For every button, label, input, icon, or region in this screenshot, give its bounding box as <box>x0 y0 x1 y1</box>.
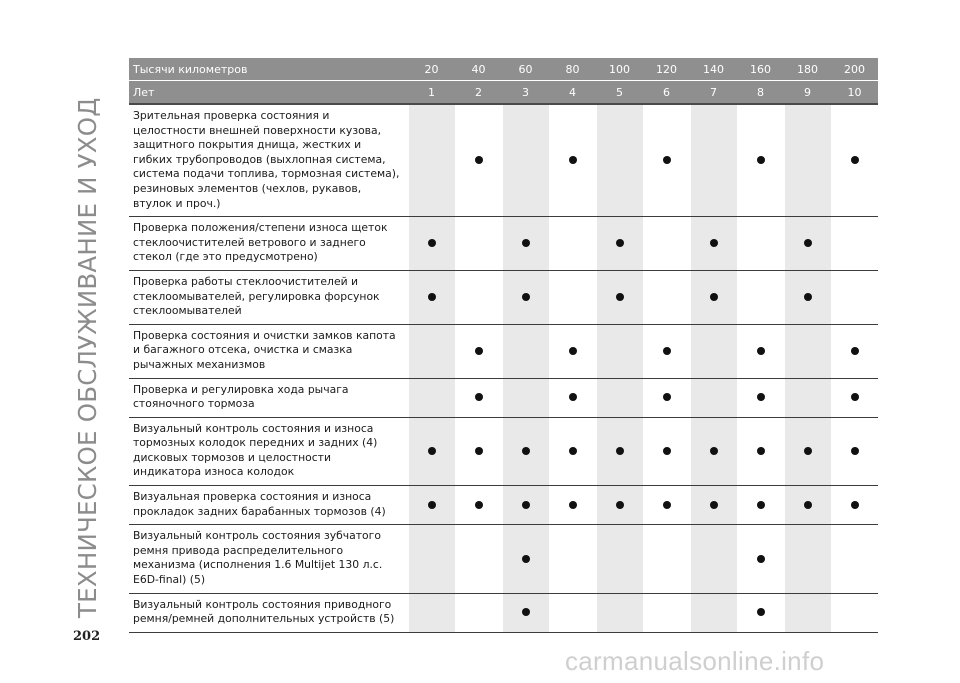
check-dot-icon <box>475 447 483 455</box>
schedule-row-description: Визуальный контроль состояния и износа тормозных колодок передних и задних (4) дисковых тормозов и целостности индикатора износа колодок <box>129 417 408 485</box>
schedule-cell <box>737 324 784 378</box>
header-year-cell: 8 <box>737 81 784 105</box>
schedule-row-description: Проверка и регулировка хода рычага стояночного тормоза <box>129 378 408 417</box>
schedule-cell <box>502 525 549 593</box>
check-dot-icon <box>757 501 765 509</box>
schedule-cell <box>455 324 502 378</box>
check-dot-icon <box>851 447 859 455</box>
schedule-cell <box>455 104 502 217</box>
check-dot-icon <box>663 393 671 401</box>
schedule-cell <box>408 217 455 271</box>
schedule-cell <box>784 417 831 485</box>
schedule-cell <box>737 378 784 417</box>
schedule-row-description: Визуальная проверка состояния и износа прокладок задних барабанных тормозов (4) <box>129 486 408 525</box>
schedule-cell <box>455 486 502 525</box>
schedule-cell <box>455 593 502 632</box>
schedule-row <box>129 217 878 271</box>
schedule-cell <box>784 324 831 378</box>
schedule-cell <box>643 525 690 593</box>
check-dot-icon <box>569 501 577 509</box>
schedule-cell <box>549 525 596 593</box>
schedule-cell <box>408 270 455 324</box>
header-year-cell: 10 <box>831 81 878 105</box>
header-km-cell: 40 <box>455 58 502 81</box>
schedule-cell <box>784 486 831 525</box>
schedule-cell <box>455 217 502 271</box>
schedule-cell <box>831 525 878 593</box>
check-dot-icon <box>428 293 436 301</box>
schedule-cell <box>831 104 878 217</box>
schedule-cell <box>408 593 455 632</box>
check-dot-icon <box>663 347 671 355</box>
schedule-cell <box>596 217 643 271</box>
check-dot-icon <box>804 239 812 247</box>
schedule-cell <box>408 378 455 417</box>
schedule-row <box>129 270 878 324</box>
check-dot-icon <box>569 393 577 401</box>
schedule-cell <box>549 104 596 217</box>
check-dot-icon <box>851 347 859 355</box>
check-dot-icon <box>804 501 812 509</box>
header-km-cell: 160 <box>737 58 784 81</box>
schedule-cell <box>549 324 596 378</box>
schedule-cell <box>690 486 737 525</box>
check-dot-icon <box>851 156 859 164</box>
schedule-cell <box>549 417 596 485</box>
check-dot-icon <box>616 501 624 509</box>
header-km-cell: 20 <box>408 58 455 81</box>
schedule-row <box>129 593 878 632</box>
schedule-cell <box>596 270 643 324</box>
schedule-cell <box>596 593 643 632</box>
header-year-cell: 4 <box>549 81 596 105</box>
check-dot-icon <box>710 501 718 509</box>
schedule-cell <box>549 378 596 417</box>
schedule-cell <box>455 525 502 593</box>
schedule-cell <box>596 378 643 417</box>
schedule-row-description: Проверка состояния и очистки замков капота и багажного отсека, очистка и смазка рычажных механизмов <box>129 324 408 378</box>
schedule-cell <box>690 104 737 217</box>
schedule-cell <box>502 104 549 217</box>
schedule-row-description: Проверка положения/степени износа щеток стеклоочистителей ветрового и заднего стекол (где это предусмотрено) <box>129 217 408 271</box>
header-km-label: Тысячи километров <box>129 58 408 81</box>
schedule-row-description: Визуальный контроль состояния приводного ремня/ремней дополнительных устройств (5) <box>129 593 408 632</box>
schedule-cell <box>408 525 455 593</box>
schedule-cell <box>455 417 502 485</box>
schedule-cell <box>502 593 549 632</box>
schedule-cell <box>643 593 690 632</box>
check-dot-icon <box>851 501 859 509</box>
schedule-cell <box>831 217 878 271</box>
schedule-cell <box>784 593 831 632</box>
check-dot-icon <box>757 347 765 355</box>
schedule-cell <box>596 525 643 593</box>
schedule-row <box>129 378 878 417</box>
check-dot-icon <box>616 293 624 301</box>
check-dot-icon <box>569 156 577 164</box>
check-dot-icon <box>522 447 530 455</box>
header-year-cell: 2 <box>455 81 502 105</box>
header-year-cell: 5 <box>596 81 643 105</box>
schedule-cell <box>690 417 737 485</box>
check-dot-icon <box>663 447 671 455</box>
check-dot-icon <box>757 555 765 563</box>
schedule-row-description: Визуальный контроль состояния зубчатого ремня привода распределительного механизма (исполнения 1.6 Multijet 130 л.с. E6D-final) (5) <box>129 525 408 593</box>
schedule-cell <box>784 525 831 593</box>
schedule-cell <box>737 525 784 593</box>
schedule-cell <box>549 217 596 271</box>
check-dot-icon <box>663 501 671 509</box>
schedule-cell <box>690 378 737 417</box>
header-years-label: Лет <box>129 81 408 105</box>
header-km-cell: 200 <box>831 58 878 81</box>
check-dot-icon <box>710 447 718 455</box>
schedule-cell <box>596 417 643 485</box>
schedule-cell <box>502 417 549 485</box>
header-year-cell: 6 <box>643 81 690 105</box>
schedule-cell <box>737 417 784 485</box>
schedule-cell <box>831 593 878 632</box>
check-dot-icon <box>757 608 765 616</box>
check-dot-icon <box>475 393 483 401</box>
schedule-cell <box>784 104 831 217</box>
schedule-cell <box>643 486 690 525</box>
schedule-cell <box>596 104 643 217</box>
header-row-years <box>129 81 878 105</box>
schedule-cell <box>549 270 596 324</box>
schedule-row-description: Зрительная проверка состояния и целостности внешней поверхности кузова, защитного покрытия днища, жестких и гибких трубопроводов (выхлопная система, система подачи топлива, тормозная система), резиновых элементов (чехлов, рукавов, втулок и проч.) <box>129 104 408 217</box>
schedule-cell <box>408 104 455 217</box>
check-dot-icon <box>663 156 671 164</box>
check-dot-icon <box>522 555 530 563</box>
schedule-row <box>129 324 878 378</box>
schedule-cell <box>737 593 784 632</box>
schedule-cell <box>643 217 690 271</box>
schedule-cell <box>831 324 878 378</box>
header-row-km <box>129 58 878 81</box>
schedule-row <box>129 486 878 525</box>
schedule-cell <box>737 270 784 324</box>
header-year-cell: 7 <box>690 81 737 105</box>
schedule-cell <box>502 270 549 324</box>
header-km-cell: 180 <box>784 58 831 81</box>
check-dot-icon <box>757 393 765 401</box>
check-dot-icon <box>569 347 577 355</box>
check-dot-icon <box>710 293 718 301</box>
schedule-cell <box>502 486 549 525</box>
schedule-cell <box>596 486 643 525</box>
schedule-cell <box>831 378 878 417</box>
check-dot-icon <box>616 447 624 455</box>
check-dot-icon <box>616 239 624 247</box>
check-dot-icon <box>804 293 812 301</box>
check-dot-icon <box>475 347 483 355</box>
header-km-cell: 120 <box>643 58 690 81</box>
schedule-row <box>129 104 878 217</box>
watermark-text: carmanualsonline.info <box>565 646 825 676</box>
schedule-row-description: Проверка работы стеклоочистителей и стеклоомывателей, регулировка форсунок стеклоомывателей <box>129 270 408 324</box>
schedule-cell <box>643 378 690 417</box>
schedule-cell <box>690 525 737 593</box>
schedule-cell <box>408 417 455 485</box>
schedule-cell <box>408 486 455 525</box>
schedule-body <box>129 104 878 632</box>
schedule-cell <box>643 324 690 378</box>
page-number: 202 <box>73 629 101 644</box>
schedule-cell <box>643 104 690 217</box>
check-dot-icon <box>710 239 718 247</box>
schedule-cell <box>502 217 549 271</box>
schedule-cell <box>596 324 643 378</box>
schedule-cell <box>737 486 784 525</box>
header-km-cell: 100 <box>596 58 643 81</box>
schedule-cell <box>784 378 831 417</box>
check-dot-icon <box>475 501 483 509</box>
check-dot-icon <box>757 447 765 455</box>
schedule-cell <box>549 486 596 525</box>
schedule-cell <box>690 217 737 271</box>
schedule-cell <box>455 378 502 417</box>
header-year-cell: 9 <box>784 81 831 105</box>
schedule-cell <box>643 417 690 485</box>
maintenance-schedule-table <box>129 58 878 633</box>
check-dot-icon <box>804 447 812 455</box>
schedule-cell <box>502 378 549 417</box>
schedule-cell <box>737 217 784 271</box>
check-dot-icon <box>428 501 436 509</box>
schedule-cell <box>690 270 737 324</box>
schedule-row <box>129 417 878 485</box>
check-dot-icon <box>851 393 859 401</box>
header-km-cell: 140 <box>690 58 737 81</box>
header-year-cell: 1 <box>408 81 455 105</box>
check-dot-icon <box>757 156 765 164</box>
schedule-cell <box>408 324 455 378</box>
header-km-cell: 80 <box>549 58 596 81</box>
schedule-cell <box>737 104 784 217</box>
schedule-cell <box>643 270 690 324</box>
check-dot-icon <box>475 156 483 164</box>
header-km-cell: 60 <box>502 58 549 81</box>
check-dot-icon <box>428 447 436 455</box>
check-dot-icon <box>522 608 530 616</box>
schedule-cell <box>502 324 549 378</box>
schedule-cell <box>784 270 831 324</box>
schedule-cell <box>784 217 831 271</box>
check-dot-icon <box>522 293 530 301</box>
schedule-cell <box>549 593 596 632</box>
check-dot-icon <box>569 447 577 455</box>
schedule-cell <box>690 593 737 632</box>
check-dot-icon <box>522 501 530 509</box>
schedule-cell <box>831 417 878 485</box>
check-dot-icon <box>428 239 436 247</box>
check-dot-icon <box>522 239 530 247</box>
section-side-title: ТЕХНИЧЕСКОЕ ОБСЛУЖИВАНИЕ И УХОД <box>73 97 102 618</box>
schedule-cell <box>690 324 737 378</box>
schedule-cell <box>831 270 878 324</box>
schedule-cell <box>455 270 502 324</box>
schedule-cell <box>831 486 878 525</box>
schedule-row <box>129 525 878 593</box>
header-year-cell: 3 <box>502 81 549 105</box>
